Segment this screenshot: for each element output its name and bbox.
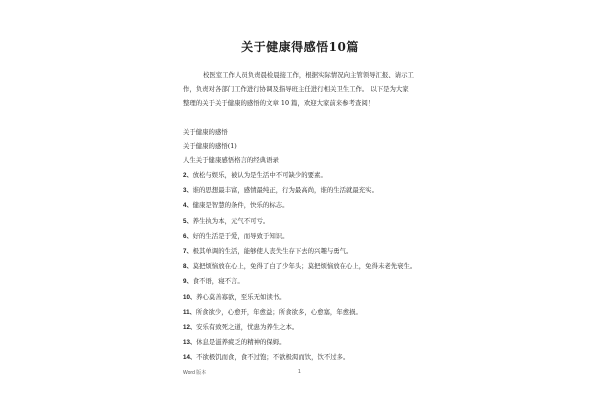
quote-item: [183, 261, 416, 272]
quote-number: 6、: [183, 232, 193, 240]
intro-line-3: 整理的关于关于健康的感悟的文章 10 篇，欢迎大家前来参考查阅！: [183, 99, 375, 107]
quote-item: [183, 322, 298, 333]
intro-line-1: 校医室工作人员负责晨检晨接工作，根据实际情况向主管领导汇报、请示工: [203, 71, 414, 79]
quote-text: 安乐有致死之道，忧患为养生之本。: [196, 323, 299, 331]
footer-label: Word 版本: [183, 370, 207, 376]
quote-item: [183, 246, 352, 257]
quote-number: 14、: [183, 354, 197, 362]
quote-number: 10、: [183, 293, 197, 301]
quote-number: 12、: [183, 324, 197, 331]
quote-item: [183, 337, 286, 348]
intro-line-2: 作，负责对各部门工作进行协调及指导班主任进行相关卫生工作。 以下是为大家: [183, 85, 409, 93]
quotes-heading: 人生关于健康感悟格言的经典语录: [183, 156, 279, 164]
quote-text: 不欲极饥而食，食不过饱；不欲极渴而饮，饮不过多。: [196, 353, 350, 362]
quote-text: 放松与娱乐，被认为是生活中不可缺少的要素。: [192, 171, 327, 179]
quote-text: 所食欲少，心愈开，年愈益；所食欲多，心愈塞，年愈损。: [195, 307, 362, 316]
quote-number: 4、: [183, 202, 193, 210]
quote-text: 谁的思想最丰富，感情最纯正，行为最高尚，谁的生活就最充实。: [192, 186, 378, 195]
quote-text: 健康是智慧的条件，快乐的标志。: [192, 201, 289, 210]
quote-number: 3、: [183, 187, 193, 195]
quote-number: 8、: [183, 263, 193, 271]
quote-item: [183, 216, 269, 227]
quote-text: 养心莫善寡欲，至乐无如读书。: [196, 292, 286, 301]
quote-item: [183, 307, 362, 318]
quote-number: 2、: [183, 172, 193, 179]
section-subheading: 关于健康的感悟(1): [183, 142, 237, 150]
quote-number: 11、: [183, 308, 196, 316]
quote-text: 休息是滋养疲乏的精神的保姆。: [196, 338, 286, 347]
section-heading: 关于健康的感悟: [183, 128, 228, 136]
quote-number: 9、: [183, 278, 193, 286]
quote-text: 莫把烦恼放在心上，免得了白了少年头；莫把烦恼放在心上，免得未老先衰生。: [192, 262, 417, 271]
quote-number: 7、: [183, 248, 193, 255]
quote-number: 5、: [183, 217, 193, 225]
quote-number: 13、: [183, 339, 197, 347]
quote-text: 食不语，寝不言。: [192, 277, 244, 286]
quote-item: [183, 200, 289, 211]
quote-text: 极其单调的生活，能够使人丧失生存下去的兴趣与勇气。: [192, 247, 353, 255]
quote-item: [183, 276, 244, 287]
quote-text: 好的生活是于爱，而导致于知识。: [192, 231, 289, 240]
quote-item: [183, 231, 289, 242]
quote-text: 养生执为本，元气不可亏。: [192, 216, 270, 225]
quote-item: [183, 292, 286, 303]
quote-item: [183, 185, 378, 196]
page-number: 1: [298, 369, 301, 375]
quote-item: [183, 352, 349, 363]
quote-item: [183, 170, 327, 181]
page-title: 关于健康得感悟10篇: [241, 40, 359, 54]
